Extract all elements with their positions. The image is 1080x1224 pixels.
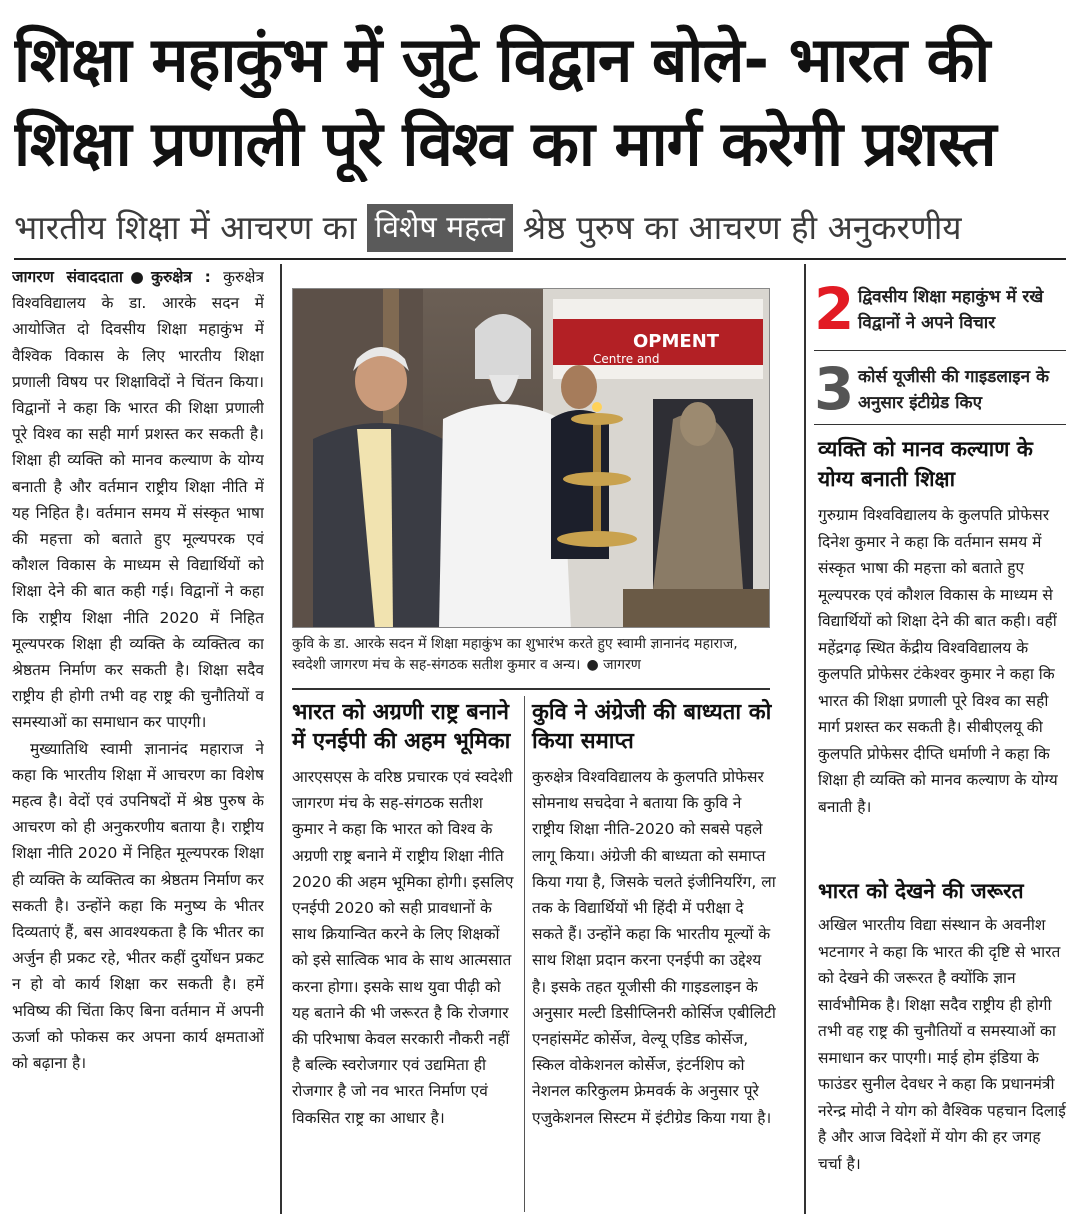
story-b-body: कुरुक्षेत्र विश्वविद्यालय के कुलपति प्रोफेसर सोमनाथ सचदेवा ने बताया कि कुवि ने राष्ट्रीय शिक्षा नीति-2020 को सबसे पहले लागू किया। अंग्रेजी की बाध्यता को समाप्त किया गया है, जिसके चलते इंजीनियरिंग, ला तक के विद्यार्थियों भी हिंदी में परीक्षा दे सकते हैं। उन्होंने कहा कि भारतीय मूल्यों के साथ शिक्षा प्रदान करना एनईपी का उद्देश्य है। इसके तहत यूजीसी की गाइडलाइन के अनुसार मल्टी डिसीप्लिनरी कोर्सिज एबीलिटी एनहांसमेंट कोर्सेज, वेल्यू एडिड कोर्सेज, स्किल वोकेशनल कोर्सेज, इंटर्नशिप को नेशनल करिकुलम फ्रेमवर्क के अनुसार पूरे एजुकेशनल सिस्टम में इंटीग्रेड किया गया है।: [532, 768, 776, 1127]
headline-line-1: शिक्षा महाकुंभ में जुटे विद्वान बोले- भारत की: [14, 23, 990, 96]
key-point-3-text: कोर्स यूजीसी की गाइडलाइन के अनुसार इंटीग्रेड किए: [858, 367, 1050, 413]
byline: जागरण संवाददाता●कुरुक्षेत्र :: [12, 268, 211, 286]
caption-divider: [292, 688, 770, 690]
subheadline-right: श्रेष्ठ पुरुष का आचरण ही अनुकरणीय: [522, 208, 962, 247]
photo-credit: ● जागरण: [586, 657, 641, 673]
event-photo: [292, 288, 770, 628]
key-point-2: [814, 275, 1066, 343]
subheadline: [14, 200, 1066, 256]
top-divider: [14, 258, 1066, 260]
subheadline-highlight: विशेष महत्व: [367, 204, 513, 252]
photo-caption-text: कुवि के डा. आरके सदन में शिक्षा महाकुंभ का शुभारंभ करते हुए स्वामी ज्ञानानंद महाराज, स्वदेशी जागरण मंच के सह-संगठक सतीश कुमार व अन्य।: [292, 636, 738, 673]
story-c-body: गुरुग्राम विश्वविद्यालय के कुलपति प्रोफेसर दिनेश कुमार ने कहा कि वर्तमान समय में संस्कृत भाषा की महत्ता को बताते हुए मूल्यपरक एवं कौशल विकास के माध्यम से विद्यार्थियों को शिक्षा देने की बात कही। वहीं महेंद्रगढ़ स्थित केंद्रीय विश्वविद्यालय के कुलपति प्रोफेसर टंकेश्वर कुमार ने कहा कि भारत की शिक्षा प्रणाली पूरे विश्व का सही मार्ग प्रशस्त कर सकती है। सीबीएलयू की कुलपति प्रोफेसर दीप्ति धर्माणी ने कहा कि शिक्षा ही व्यक्ति को मानव कल्याण के योग्य बनाती है।: [818, 506, 1058, 816]
key-point-3: [814, 355, 1066, 423]
banner-subtext: Centre and: [593, 352, 660, 366]
story-b-title: कुवि ने अंग्रेजी की बाध्यता को किया समाप्त: [532, 700, 772, 754]
banner-text: OPMENT: [633, 331, 720, 352]
story-a-body: आरएसएस के वरिष्ठ प्रचारक एवं स्वदेशी जागरण मंच के सह-संगठक सतीश कुमार ने कहा कि भारत को विश्व के अग्रणी राष्ट्र बनाने में राष्ट्रीय शिक्षा नीति 2020 की अहम भूमिका होगी। इसलिए एनईपी 2020 को सही प्रावधानों के साथ क्रियान्वित करने के लिए शिक्षकों को इसे सात्विक भाव के साथ आत्मसात करना होगा। इसके साथ युवा पीढ़ी को यह बताने की भी जरूरत है कि रोजगार की परिभाषा केवल सरकारी नौकरी नहीं है बल्कि स्वरोजगार एवं उद्यमिता ही रोजगार है जो नव भारत निर्माण एवं विकसित राष्ट्र का आधार है।: [292, 768, 514, 1127]
story-d-title: भारत को देखने की जरूरत: [818, 879, 1024, 903]
points-divider-1: [814, 350, 1066, 351]
subheadline-left: भारतीय शिक्षा में आचरण का: [14, 208, 357, 247]
story-d-body: अखिल भारतीय विद्या संस्थान के अवनीश भटनागर ने कहा कि भारत की दृष्टि से भारत को देखने की जरूरत है क्योंकि ज्ञान सार्वभौमिक है। शिक्षा सदैव राष्ट्रीय ही होगी तभी वह राष्ट्र की चुनौतियों व समस्याओं का समाधान कर पाएगी। माई होम इंडिया के फाउंडर सुनील देवधर ने कहा कि प्रधानमंत्री नरेन्द्र मोदी ने योग को वैश्विक पहचान दिलाई है और आज विदेशों में योग की हर जगह चर्चा है।: [818, 916, 1066, 1173]
main-story-para-1-text: कुरुक्षेत्र विश्वविद्यालय के डा. आरके सदन में आयोजित दो दिवसीय शिक्षा महाकुंभ में वैश्विक विकास के लिए भारतीय शिक्षा प्रणाली विषय पर शिक्षाविदों ने चिंतन किया। विद्वानों ने कहा कि भारत की शिक्षा प्रणाली पूरे विश्व का सही मार्ग प्रशस्त कर सकती है। शिक्षा ही व्यक्ति को मानव कल्याण के योग्य बनाती है और वर्तमान राष्ट्रीय शिक्षा नीति में यह निहित है। वर्तमान समय में संस्कृत भाषा की महत्ता को बताते हुए मूल्यपरक एवं कौशल विकास के माध्यम से विद्यार्थियों को शिक्षा देने की बात कही गई। विद्वानों ने कहा कि राष्ट्रीय शिक्षा नीति 2020 में निहित मूल्यपरक शिक्षा ही व्यक्ति के व्यक्तित्व का श्रेष्ठतम निर्माण कर सकती है। शिक्षा सदैव राष्ट्रीय ही होगी तभी वह राष्ट्र की चुनौतियों व समस्याओं का समाधान कर पाएगी।: [12, 268, 264, 732]
main-story-para-1: [12, 264, 264, 736]
column-divider-middle: [524, 696, 525, 1212]
main-story-column: [12, 264, 264, 1220]
main-story-para-2: मुख्यातिथि स्वामी ज्ञानानंद महाराज ने कहा कि भारतीय शिक्षा में आचरण का विशेष महत्व है। वेदों एवं उपनिषदों में श्रेष्ठ पुरुष के आचरण को ही अनुकरणीय बताया है। राष्ट्रीय शिक्षा नीति 2020 में निहित मूल्यपरक शिक्षा ही व्यक्ति के व्यक्तित्व का श्रेष्ठतम निर्माण कर सकती है। उन्होंने कहा कि मनुष्य के भीतर दिव्यताएं हैं, बस आवश्यकता है कि भीतर का अर्जुन ही प्रकट रहे, भीतर कहीं दुर्योधन प्रकट न हो वो कार्य शिक्षा कर सकती है। हमें भविष्य की चिंता किए बिना वर्तमान में अपनी ऊर्जा को फोकस कर अपना कार्य क्षमताओं को बढ़ाना है।: [12, 739, 264, 1073]
column-divider-right: [804, 264, 806, 1214]
photo-caption: [292, 634, 770, 676]
headline-line-2: शिक्षा प्रणाली पूरे विश्व का मार्ग करेगी प्रशस्त: [14, 107, 996, 180]
points-divider-2: [814, 424, 1066, 425]
event-photo-illustration: [293, 289, 770, 628]
key-point-3-number: 3: [814, 355, 855, 423]
story-c-title: व्यक्ति को मानव कल्याण के योग्य बनाती शिक्षा: [818, 437, 1033, 491]
key-point-2-number: 2: [814, 275, 855, 343]
story-a-title: भारत को अग्रणी राष्ट्र बनाने में एनईपी की अहम भूमिका: [292, 700, 511, 754]
column-divider-left: [280, 264, 282, 1214]
key-point-2-text: द्विवसीय शिक्षा महाकुंभ में रखे विद्वानों ने अपने विचार: [858, 287, 1044, 333]
